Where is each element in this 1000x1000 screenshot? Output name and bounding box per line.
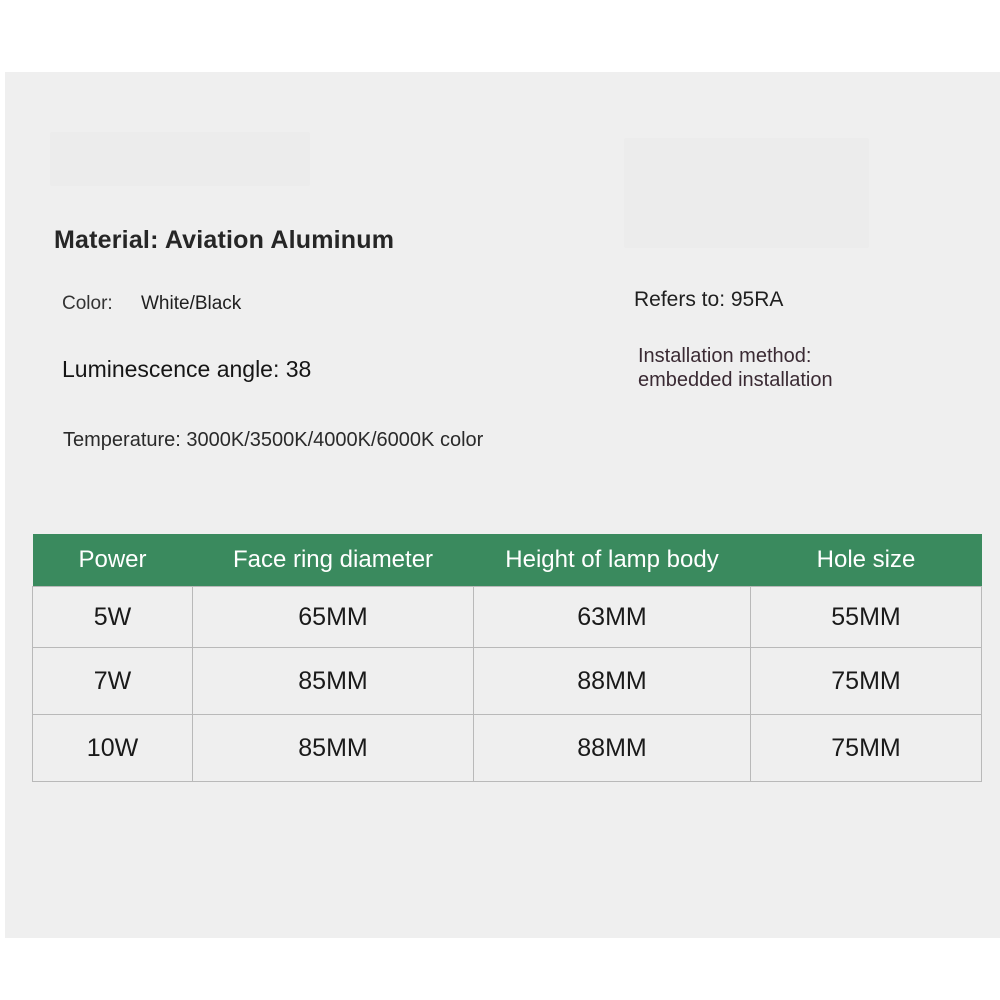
table-cell: 75MM: [751, 648, 982, 715]
color-label: Color:: [62, 293, 113, 314]
table-cell: 85MM: [193, 715, 474, 782]
table-row: [33, 715, 982, 782]
table-cell: 65MM: [193, 587, 474, 648]
temperature-spec: Temperature: 3000K/3500K/4000K/6000K color: [63, 429, 484, 451]
table-cell: 88MM: [474, 715, 751, 782]
color-value: White/Black: [141, 293, 242, 314]
table-cell: 55MM: [751, 587, 982, 648]
luminescence-angle-spec: Luminescence angle: 38: [62, 356, 312, 382]
faded-header-block: [624, 138, 869, 248]
installation-line: Installation method:: [638, 345, 812, 367]
installation-line: embedded installation: [638, 369, 833, 391]
table-cell: 7W: [33, 648, 193, 715]
installation-method-spec: [638, 344, 833, 392]
material-spec: Material: Aviation Aluminum: [54, 226, 395, 254]
faded-header-block: [50, 132, 310, 186]
column-header-hole-size: Hole size: [751, 534, 982, 587]
table-cell: 63MM: [474, 587, 751, 648]
table-row: [33, 587, 982, 648]
table-cell: 10W: [33, 715, 193, 782]
spec-table: [32, 534, 982, 782]
table-header-row: [33, 534, 982, 587]
column-header-face-ring-diameter: Face ring diameter: [193, 534, 474, 587]
table-cell: 88MM: [474, 648, 751, 715]
column-header-power: Power: [33, 534, 193, 587]
column-header-height-of-lamp-body: Height of lamp body: [474, 534, 751, 587]
table-cell: 5W: [33, 587, 193, 648]
table-cell: 75MM: [751, 715, 982, 782]
table-row: [33, 648, 982, 715]
refers-spec: Refers to: 95RA: [634, 288, 784, 311]
table-cell: 85MM: [193, 648, 474, 715]
